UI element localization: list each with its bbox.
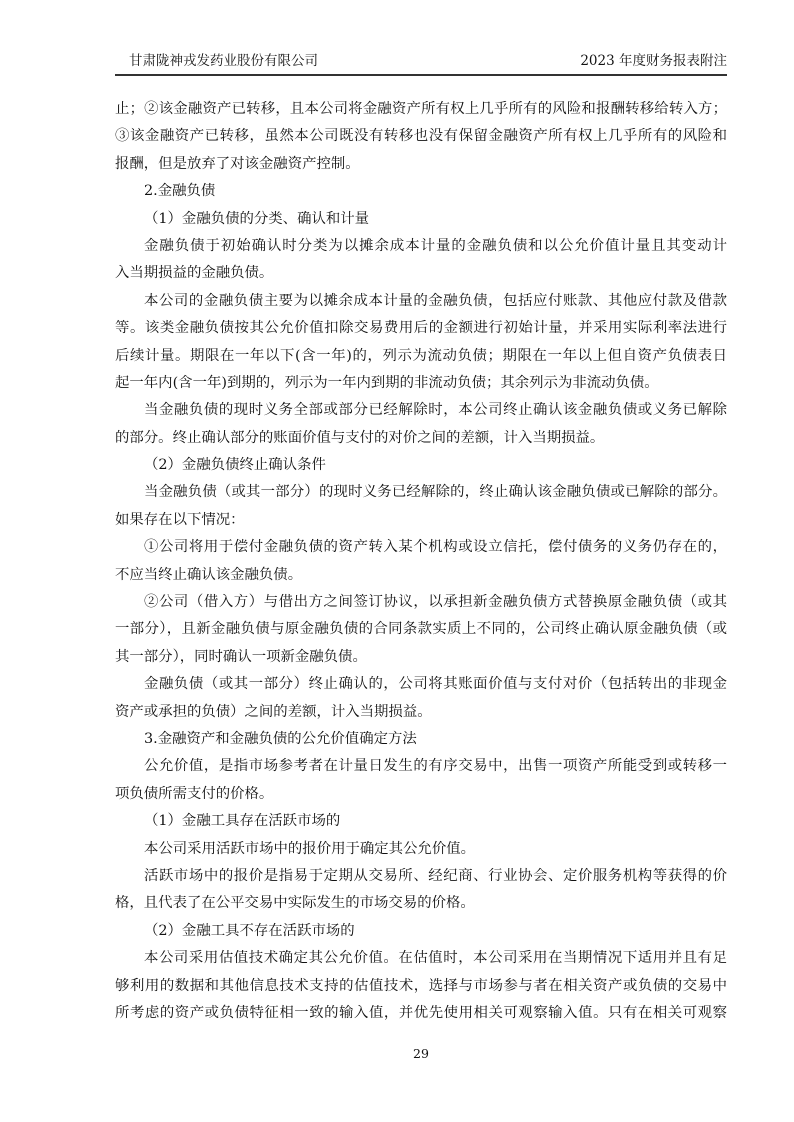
text-line: 等。该类金融负债按其公允价值扣除交易费用后的金额进行初始计量，并采用实际利率法进行: [115, 320, 727, 337]
header-doc-title: 2023 年度财务报表附注: [580, 53, 727, 69]
text-line: 不应当终止确认该金融负债。: [115, 566, 303, 583]
text-line: 够利用的数据和其他信息技术支持的估值技术，选择与市场参与者在相关资产或负债的交易中: [115, 977, 727, 994]
text-line: 的部分。终止确认部分的账面价值与支付的对价之间的差额，计入当期损益。: [115, 429, 605, 446]
text-line: 当金融负债的现时义务全部或部分已经解除时，本公司终止确认该金融负债或义务已解除: [144, 402, 727, 419]
text-line: 3.金融资产和金融负债的公允价值确定方法: [144, 730, 417, 747]
page-footer: [115, 1046, 727, 1061]
text-line: 2.金融负债: [144, 183, 216, 200]
text-line: 本公司的金融负债主要为以摊余成本计量的金融负债，包括应付账款、其他应付款及借款: [144, 292, 727, 309]
text-line: ②公司（借入方）与借出方之间签订协议，以承担新金融负债方式替换原金融负债（或其: [144, 594, 727, 611]
text-line: ①公司将用于偿付金融负债的资产转入某个机构或设立信托，偿付债务的义务仍存在的，: [144, 539, 727, 556]
text-line: （2）金融负债终止确认条件: [144, 457, 326, 474]
text-line: 资产或承担的负债）之间的差额，计入当期损益。: [115, 703, 432, 720]
text-line: 报酬，但是放弃了对该金融资产控制。: [115, 155, 360, 172]
text-line: （2）金融工具不存在活跃市场的: [144, 922, 355, 939]
text-line: 后续计量。期限在一年以下(含一年)的，列示为流动负债；期限在一年以上但自资产负债表日: [115, 347, 727, 364]
text-line: 起一年内(含一年)到期的，列示为一年内到期的非流动负债；其余列示为非流动负债。: [115, 374, 659, 391]
text-line: 活跃市场中的报价是指易于定期从交易所、经纪商、行业协会、定价服务机构等获得的价: [144, 867, 727, 884]
text-line: 公允价值，是指市场参考者在计量日发生的有序交易中，出售一项资产所能受到或转移一: [144, 758, 727, 775]
text-line: 止；②该金融资产已转移，且本公司将金融资产所有权上几乎所有的风险和报酬转移给转入方；: [115, 101, 727, 117]
page-number: 29: [413, 1046, 429, 1061]
text-line: 金融负债（或其一部分）终止确认的，公司将其账面价值与支付对价（包括转出的非现金: [144, 676, 727, 693]
document-body-text: [115, 96, 727, 1027]
text-line: 其一部分），同时确认一项新金融负债。: [115, 648, 367, 665]
page-header: [115, 52, 727, 76]
header-company-name: 甘肃陇神戎发药业股份有限公司: [129, 53, 318, 69]
text-line: 金融负债于初始确认时分类为以摊余成本计量的金融负债和以公允价值计量且其变动计: [144, 237, 727, 254]
text-line: （1）金融工具存在活跃市场的: [144, 813, 341, 830]
text-line: 本公司采用估值技术确定其公允价值。在估值时，本公司采用在当期情况下适用并且有足: [144, 950, 727, 967]
text-line: 所考虑的资产或负债特征相一致的输入值，并优先使用相关可观察输入值。只有在相关可观察: [115, 1004, 727, 1021]
text-line: （1）金融负债的分类、确认和计量: [144, 210, 370, 227]
text-line: 格，且代表了在公平交易中实际发生的市场交易的价格。: [115, 895, 475, 912]
text-line: 项负债所需支付的价格。: [115, 785, 274, 802]
text-line: ③该金融资产已转移，虽然本公司既没有转移也没有保留金融资产所有权上几乎所有的风险和: [115, 128, 727, 145]
text-line: 一部分），且新金融负债与原金融负债的合同条款实质上不同的，公司终止确认原金融负债（或: [115, 621, 727, 638]
text-line: 当金融负债（或其一部分）的现时义务已经解除的，终止确认该金融负债或已解除的部分。: [144, 484, 727, 501]
text-line: 入当期损益的金融负债。: [115, 265, 274, 282]
text-line: 如果存在以下情况：: [115, 511, 245, 528]
text-line: 本公司采用活跃市场中的报价用于确定其公允价值。: [144, 840, 475, 857]
